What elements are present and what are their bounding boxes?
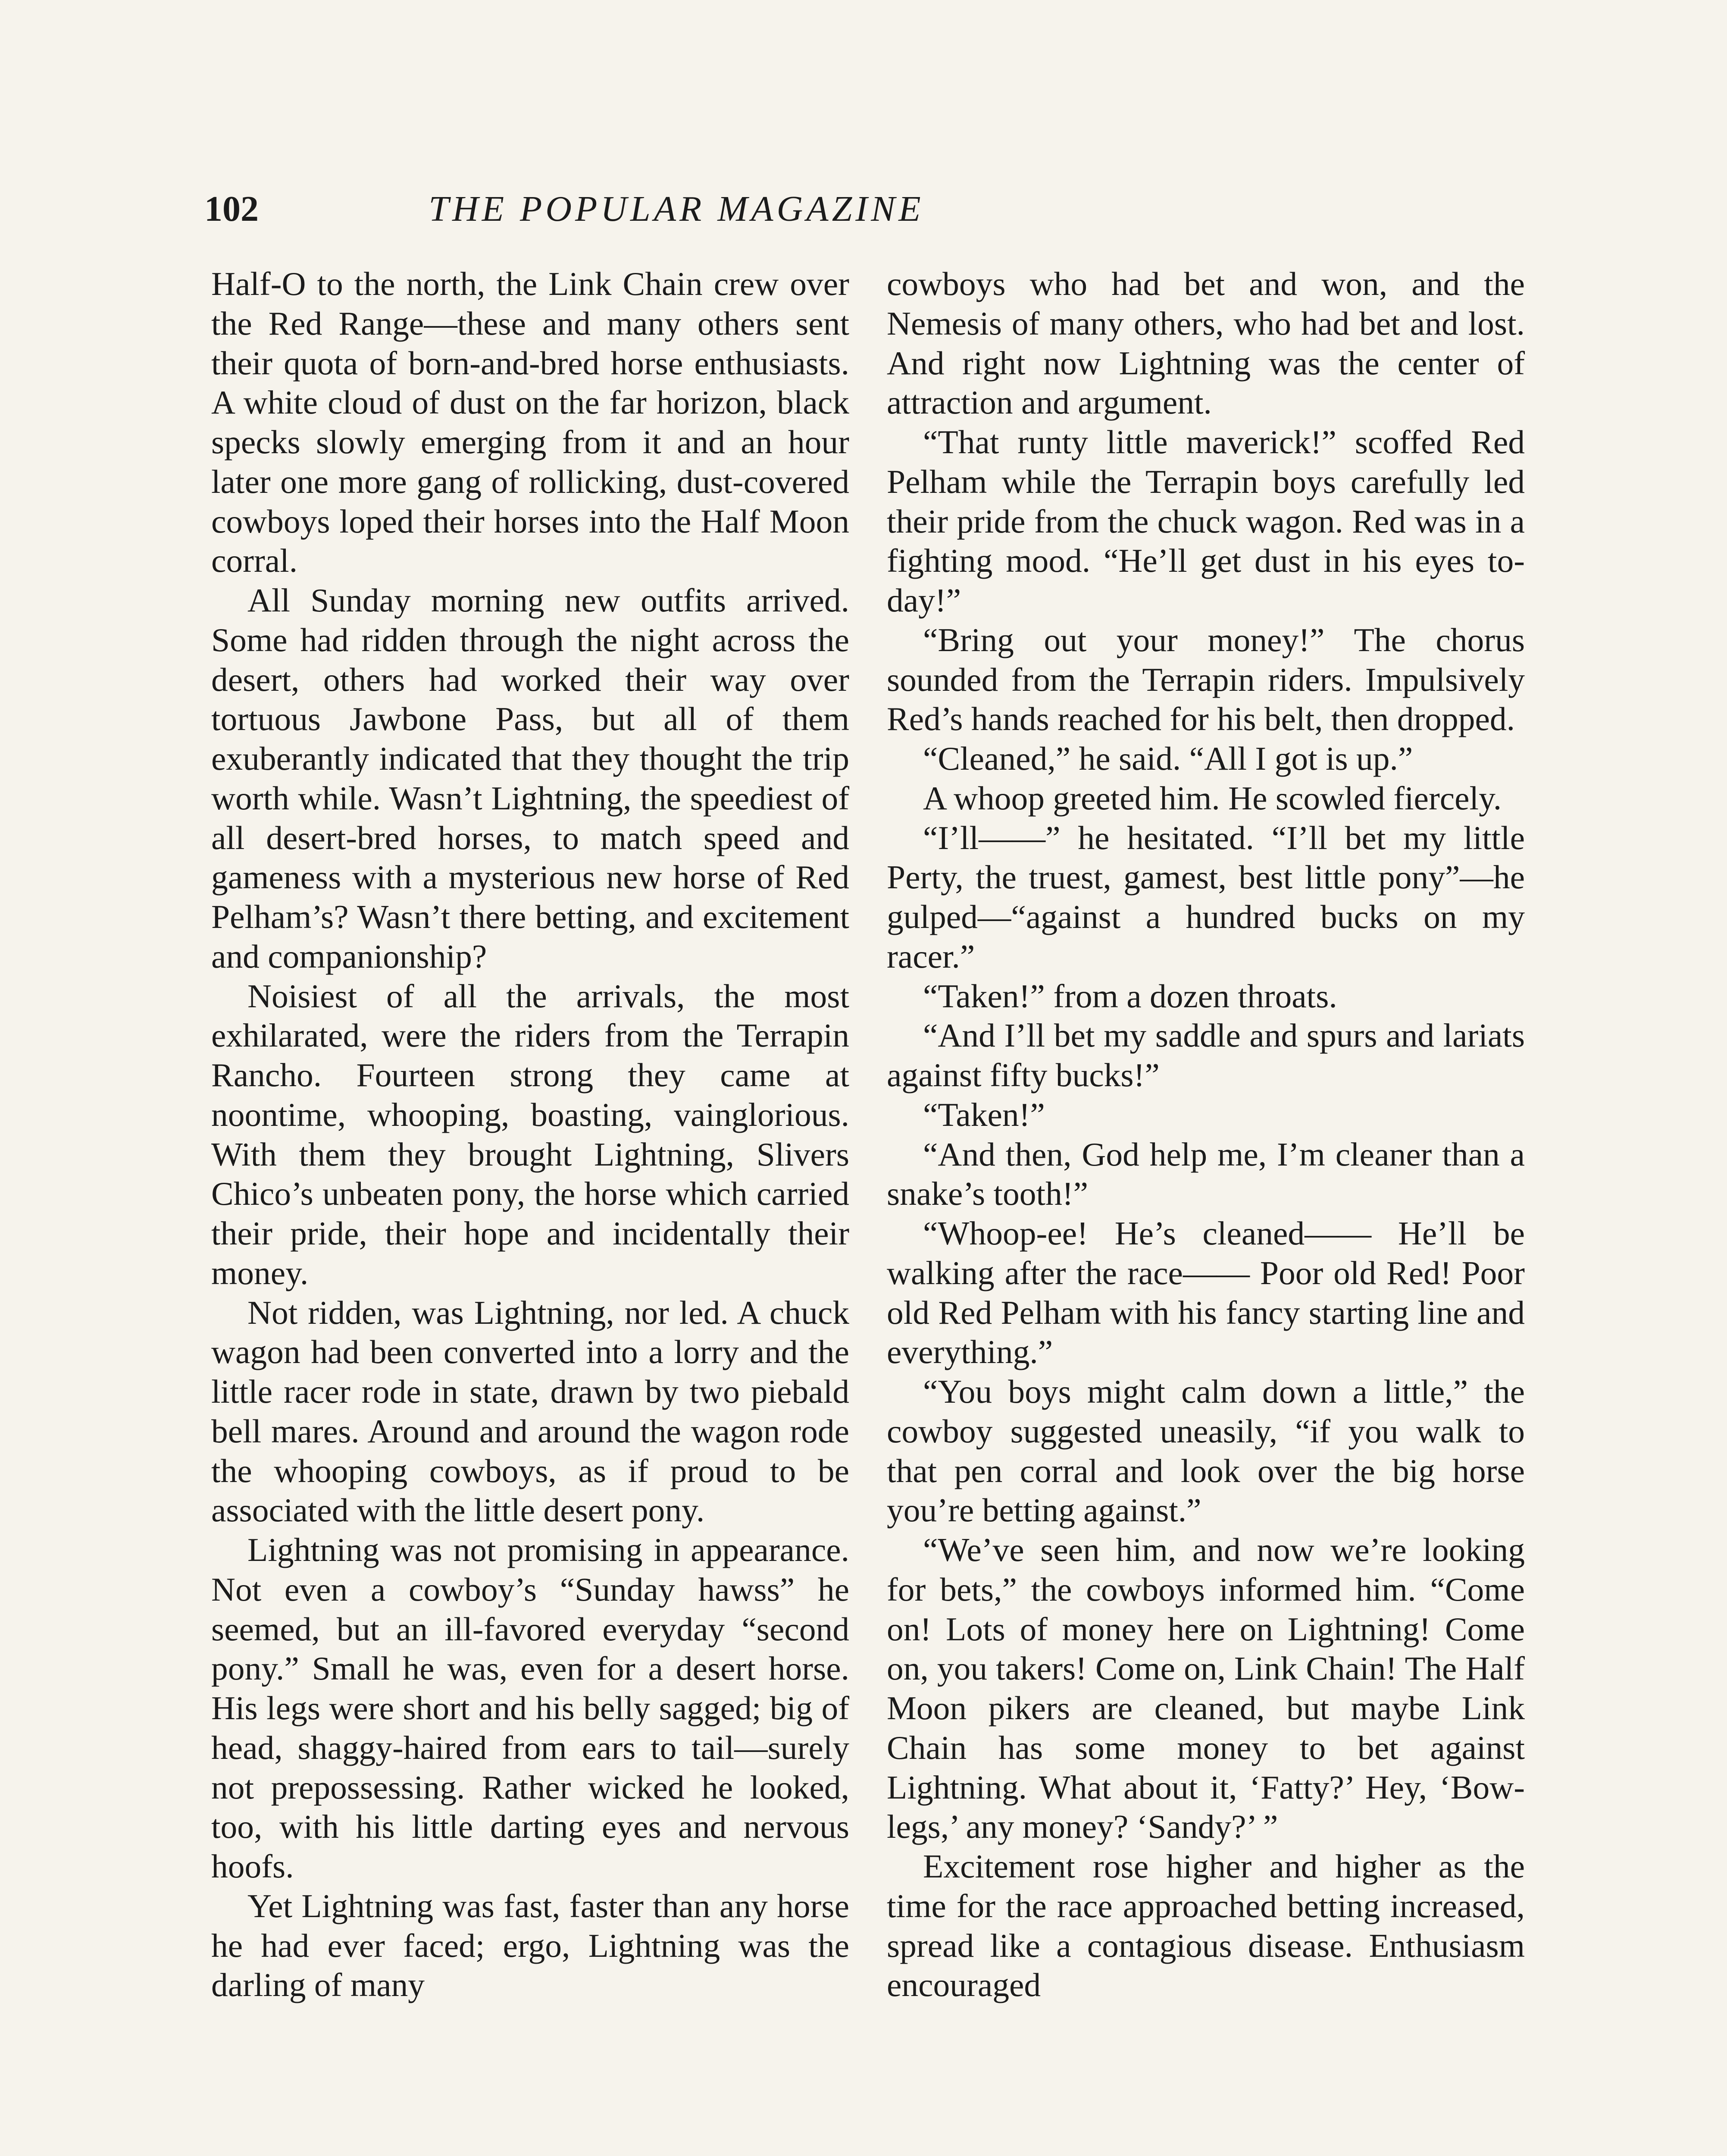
paragraph: A whoop greeted him. He scowled fiercely.: [923, 779, 1502, 817]
right-column: [887, 264, 1525, 2005]
paragraph: Excitement rose higher and higher as the time for the race approached betting increased, spread like a contagious disease. Enthusiasm encouraged: [887, 1848, 1525, 2004]
paragraph: All Sunday morning new outfits arrived. Some had ridden through the night across the desert, others had worked their way over tortuous Jawbone Pass, but all of them exuberantly indicated that they thought the trip worth while. Wasn’t Lightning, the speediest of all desert-bred horses, to match speed and gameness with a mysterious new horse of Red Pelham’s? Wasn’t there betting, and excitement and companionship?: [211, 582, 849, 975]
paragraph: cowboys who had bet and won, and the Nemesis of many others, who had bet and lost. And right now Lightning was the center of attraction and argument.: [887, 265, 1525, 421]
running-head: [204, 183, 1148, 239]
page-number: 102: [204, 189, 259, 229]
left-column: [211, 264, 849, 2005]
paragraph: “Cleaned,” he said. “All I got is up.”: [923, 740, 1413, 777]
paragraph: “Taken!” from a dozen throats.: [923, 977, 1337, 1015]
paragraph: “Taken!”: [923, 1096, 1045, 1133]
paragraph: “Whoop-ee! He’s cleaned—— He’ll be walking after the race—— Poor old Red! Poor old Red Pelham with his fancy starting line and everything.”: [887, 1215, 1525, 1371]
paragraph: Yet Lightning was fast, faster than any horse he had ever faced; ergo, Lightning was the darling of many: [211, 1887, 849, 2004]
paragraph: “Bring out your money!” The chorus sounded from the Terrapin riders. Impulsively Red’s hands reached for his belt, then dropped.: [887, 621, 1525, 738]
paragraph: “I’ll——” he hesitated. “I’ll bet my little Perty, the truest, gamest, best little pony”—he gulped—“against a hundred bucks on my racer.”: [887, 819, 1525, 975]
paragraph: “You boys might calm down a little,” the cowboy suggested uneasily, “if you walk to that pen corral and look over the big horse you’re betting against.”: [887, 1373, 1525, 1529]
paragraph: “And then, God help me, I’m cleaner than a snake’s tooth!”: [887, 1135, 1525, 1213]
paragraph: “That runty little maverick!” scoffed Red Pelham while the Terrapin boys carefully led their pride from the chuck wagon. Red was in a fighting mood. “He’ll get dust in his eyes to-day!”: [887, 423, 1525, 619]
paragraph: Noisiest of all the arrivals, the most exhilarated, were the riders from the Terrapin Rancho. Fourteen strong they came at noontime, whooping, boasting, vainglorious. With them they brought Lightning, Slivers Chico’s unbeaten pony, the horse which carried their pride, their hope and incidentally their money.: [211, 977, 849, 1291]
magazine-title: THE POPULAR MAGAZINE: [429, 189, 924, 229]
paragraph: “And I’ll bet my saddle and spurs and lariats against fifty bucks!”: [887, 1017, 1525, 1094]
paragraph: Lightning was not promising in appearance. Not even a cowboy’s “Sunday hawss” he seemed, but an ill-favored everyday “second pony.” Small he was, even for a desert horse. His legs were short and his belly sagged; big of head, shaggy-haired from ears to tail—surely not prepossessing. Rather wicked he looked, too, with his little darting eyes and nervous hoofs.: [211, 1531, 849, 1885]
paragraph: “We’ve seen him, and now we’re looking for bets,” the cowboys informed him. “Come on! Lots of money here on Lightning! Come on, you takers! Come on, Link Chain! The Half Moon pikers are cleaned, but maybe Link Chain has some money to bet against Lightning. What about it, ‘Fatty?’ Hey, ‘Bow-legs,’ any money? ‘Sandy?’ ”: [887, 1531, 1525, 1846]
paragraph: Not ridden, was Lightning, nor led. A chuck wagon had been converted into a lorry and the little racer rode in state, drawn by two piebald bell mares. Around and around the wagon rode the whooping cowboys, as if proud to be associated with the little desert pony.: [211, 1294, 849, 1529]
paragraph: Half-O to the north, the Link Chain crew over the Red Range—these and many others sent their quota of born-and-bred horse enthusiasts. A white cloud of dust on the far horizon, black specks slowly emerging from it and an hour later one more gang of rollicking, dust-covered cowboys loped their horses into the Half Moon corral.: [211, 265, 849, 580]
